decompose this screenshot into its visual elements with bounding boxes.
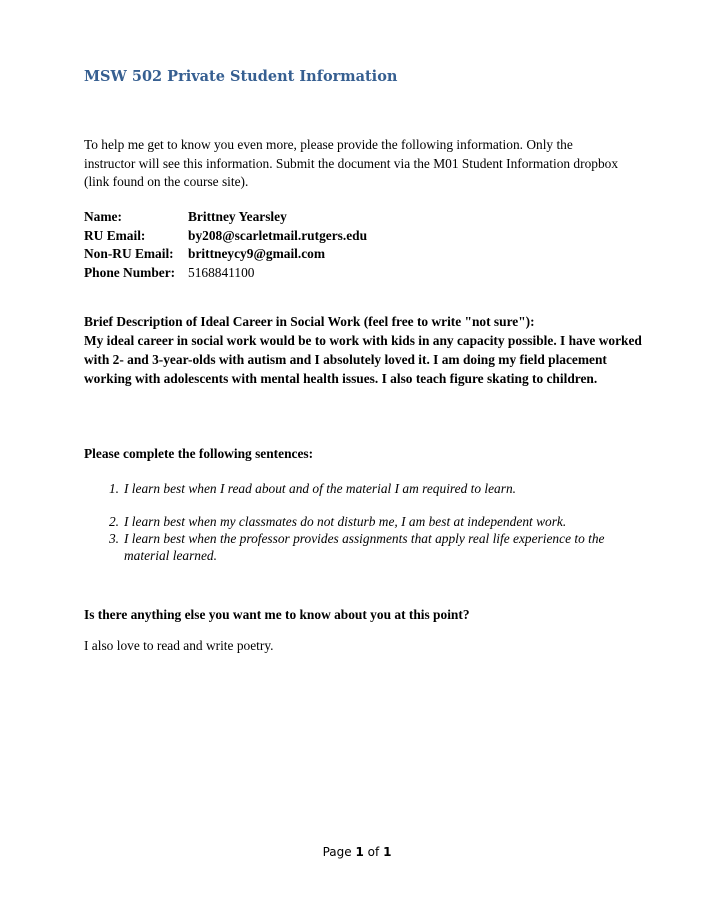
phone-row — [84, 264, 367, 283]
list-item-number: 3. — [108, 531, 119, 546]
list-item-number: 1. — [108, 481, 119, 496]
name-row — [84, 208, 367, 227]
page-footer — [0, 845, 714, 859]
total-pages-number: 1 — [383, 845, 392, 859]
student-info-table — [84, 208, 367, 282]
list-item-text: I learn best when I read about and of the material I am required to learn. — [124, 481, 516, 496]
list-item-text: I learn best when the professor provides assignments that apply real life experience to the material learned. — [124, 531, 605, 563]
non-ru-email-row — [84, 245, 367, 264]
career-section — [84, 312, 644, 388]
name-value: Brittney Yearsley — [188, 209, 287, 224]
list-item-text: I learn best when my classmates do not disturb me, I am best at independent work. — [124, 514, 567, 529]
page-word: Page — [322, 845, 352, 859]
sentences-heading: Please complete the following sentences: — [84, 446, 314, 461]
non-ru-email-value: brittneycy9@gmail.com — [188, 246, 326, 262]
phone-value: 5168841100 — [188, 264, 255, 280]
ru-email-value: by208@scarletmail.rutgers.edu — [188, 227, 368, 243]
career-heading: Brief Description of Ideal Career in Social Work (feel free to write "not sure"): — [84, 314, 535, 329]
of-word: of — [367, 845, 380, 859]
document-title: MSW 502 Private Student Information — [84, 68, 398, 85]
career-text: My ideal career in social work would be to work with kids in any capacity possible. I have worked with 2- and 3-year-olds with autism and I absolutely loved it. I am doing my field placement working with adolescents with mental health issues. I also teach figure skating to children. — [84, 333, 642, 386]
sentences-list — [84, 480, 644, 564]
name-label: Name: — [84, 209, 122, 224]
list-item — [84, 480, 644, 497]
list-item-number: 2. — [108, 514, 119, 529]
list-item — [84, 530, 644, 564]
list-item — [84, 513, 644, 530]
phone-label: Phone Number: — [84, 264, 176, 280]
final-question: Is there anything else you want me to know about you at this point? — [84, 607, 470, 622]
ru-email-label: RU Email: — [84, 227, 146, 243]
intro-paragraph: To help me get to know you even more, please provide the following information. Only the instructor will see this information. Submit the document via the M01 Student Information dropbox (link found on the course site). — [84, 137, 619, 190]
final-answer: I also love to read and write poetry. — [84, 638, 274, 653]
current-page-number: 1 — [355, 845, 364, 859]
ru-email-row — [84, 227, 367, 246]
non-ru-email-label: Non-RU Email: — [84, 246, 174, 262]
